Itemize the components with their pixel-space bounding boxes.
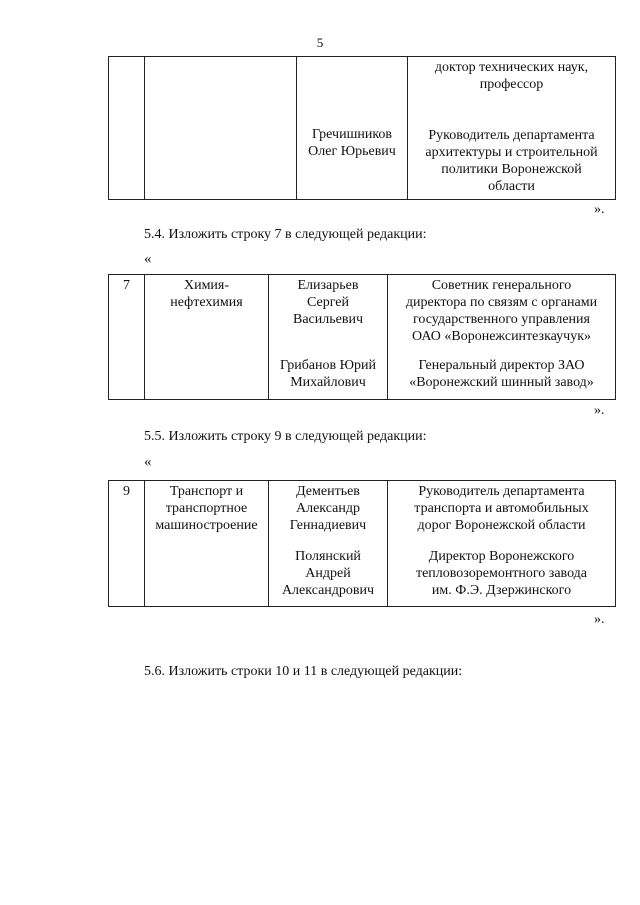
table-row [109, 275, 616, 400]
position-text: «Воронежский шинный завод» [409, 375, 594, 390]
position-text: Генеральный директор ЗАО [418, 358, 585, 373]
row-number-cell: 9 [109, 481, 145, 607]
page-number: 5 [316, 35, 324, 50]
section-heading-5-5: 5.5. Изложить строку 9 в следующей редакции: [144, 429, 427, 444]
sector-cell [145, 481, 269, 607]
table-row-7 [108, 274, 616, 400]
sector-cell [145, 275, 269, 400]
position-text: Директор Воронежского [428, 549, 575, 564]
person-name: Александрович [281, 583, 375, 598]
section-heading-5-4: 5.4. Изложить строку 7 в следующей редакции: [144, 227, 427, 242]
person-name: Гречишников [311, 127, 393, 142]
table-row-9 [108, 480, 616, 607]
position-cell [408, 57, 616, 200]
position-text: директора по связям с органами [405, 295, 598, 310]
opening-quote: « [144, 251, 152, 267]
row-number-cell [109, 57, 145, 200]
person-name: Васильевич [293, 312, 363, 327]
person-name: Александр [296, 501, 360, 516]
table-continuation [108, 56, 616, 200]
section-heading-5-6: 5.6. Изложить строки 10 и 11 в следующей редакции: [144, 664, 463, 679]
person-name: Полянский [295, 549, 361, 564]
closing-quote: ». [594, 612, 605, 627]
opening-quote: « [144, 454, 152, 470]
sector-text: Химия- [183, 278, 230, 293]
closing-quote: ». [594, 403, 605, 418]
person-name: Дементьев [296, 484, 360, 499]
position-text: ОАО «Воронежсинтезкаучук» [411, 329, 592, 344]
position-text: архитектуры и строительной [425, 145, 598, 160]
person-cell [269, 275, 388, 400]
position-text: государственного управления [413, 312, 590, 327]
person-name: Олег Юрьевич [308, 144, 396, 159]
position-text: Советник генерального [431, 278, 572, 293]
person-name: Андрей [305, 566, 351, 581]
person-name: Сергей [307, 295, 349, 310]
position-cell [388, 275, 616, 400]
position-text: транспорта и автомобильных [414, 501, 589, 516]
table-row [109, 57, 616, 200]
person-name: Геннадиевич [289, 518, 367, 533]
position-text: тепловозоремонтного завода [415, 566, 588, 581]
person-name: Михайлович [290, 375, 366, 390]
closing-quote: ». [594, 202, 605, 217]
position-text: доктор технических наук, [434, 60, 589, 75]
position-cell [388, 481, 616, 607]
position-text: области [488, 179, 535, 194]
table-row [109, 481, 616, 607]
sector-cell [145, 57, 297, 200]
position-text: им. Ф.Э. Дзержинского [431, 583, 572, 598]
sector-text: машиностроение [155, 518, 258, 533]
sector-text: Транспорт и [169, 484, 244, 499]
row-number-cell: 7 [109, 275, 145, 400]
sector-text: нефтехимия [170, 295, 243, 310]
position-text: Руководитель департамента [418, 484, 585, 499]
position-text: дорог Воронежской области [417, 518, 586, 533]
position-text: профессор [479, 77, 544, 92]
sector-text: транспортное [165, 501, 248, 516]
person-cell [297, 57, 408, 200]
person-name: Грибанов Юрий [279, 358, 377, 373]
position-text: политики Воронежской [441, 162, 582, 177]
person-cell [269, 481, 388, 607]
person-name: Елизарьев [297, 278, 359, 293]
position-text: Руководитель департамента [428, 128, 595, 143]
